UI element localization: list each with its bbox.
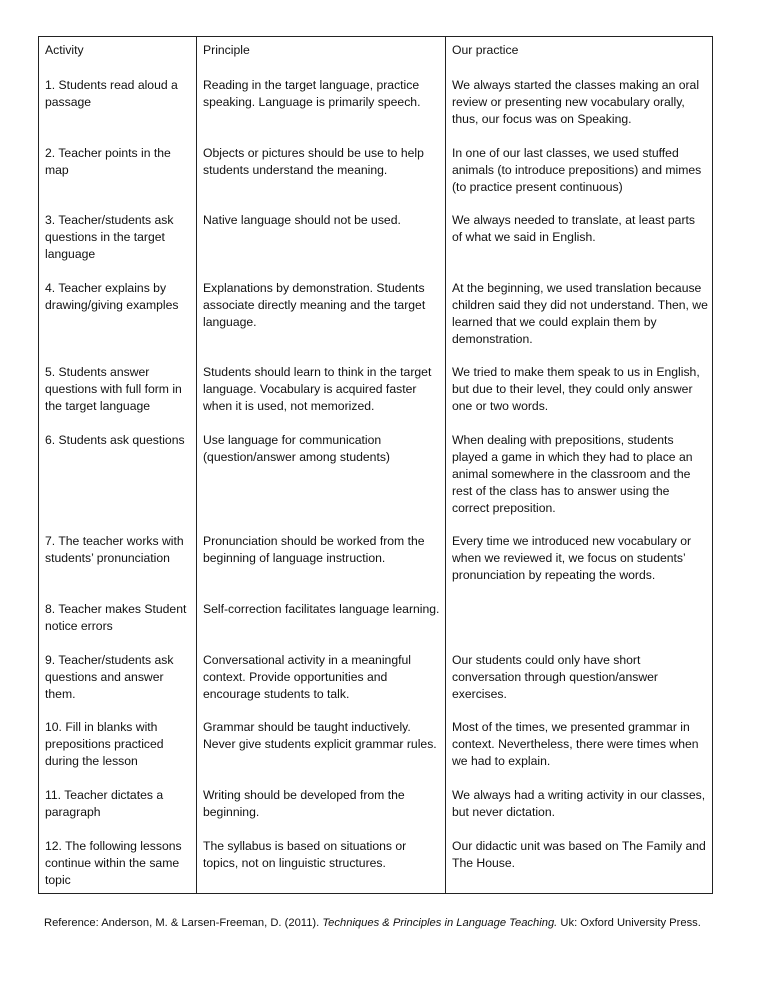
table-row — [39, 601, 713, 652]
table-row — [39, 432, 713, 533]
activity-cell: 3. Teacher/students ask questions in the target language — [39, 212, 197, 280]
principle-cell: The syllabus is based on situations or topics, not on linguistic structures. — [197, 838, 446, 894]
activity-cell: 8. Teacher makes Student notice errors — [39, 601, 197, 652]
table-row — [39, 77, 713, 145]
table-row — [39, 280, 713, 364]
activity-cell: 1. Students read aloud a passage — [39, 77, 197, 145]
table-row — [39, 719, 713, 787]
activity-cell: 7. The teacher works with students’ pronunciation — [39, 533, 197, 601]
activity-cell: 6. Students ask questions — [39, 432, 197, 533]
header-activity: Activity — [39, 37, 197, 77]
principle-cell: Use language for communication (question/answer among students) — [197, 432, 446, 533]
principle-cell: Grammar should be taught inductively. Never give students explicit grammar rules. — [197, 719, 446, 787]
activity-cell: 12. The following lessons continue within the same topic — [39, 838, 197, 894]
principle-cell: Explanations by demonstration. Students associate directly meaning and the target language. — [197, 280, 446, 364]
table-row — [39, 787, 713, 838]
reference-title: Techniques & Principles in Language Teaching. — [322, 917, 558, 929]
header-principle: Principle — [197, 37, 446, 77]
principle-cell: Pronunciation should be worked from the beginning of language instruction. — [197, 533, 446, 601]
principle-cell: Reading in the target language, practice speaking. Language is primarily speech. — [197, 77, 446, 145]
activity-cell: 10. Fill in blanks with prepositions practiced during the lesson — [39, 719, 197, 787]
practice-cell: When dealing with prepositions, students played a game in which they had to place an animal somewhere in the classroom and the rest of the class has to answer using the correct preposition. — [446, 432, 713, 533]
principle-cell: Objects or pictures should be use to help students understand the meaning. — [197, 145, 446, 212]
activity-cell: 2. Teacher points in the map — [39, 145, 197, 212]
table-row — [39, 364, 713, 432]
principle-cell: Native language should not be used. — [197, 212, 446, 280]
reference-note — [44, 917, 701, 929]
table-row — [39, 145, 713, 212]
activity-cell: 4. Teacher explains by drawing/giving examples — [39, 280, 197, 364]
practice-cell: Most of the times, we presented grammar in context. Nevertheless, there were times when we had to explain. — [446, 719, 713, 787]
principle-cell: Writing should be developed from the beginning. — [197, 787, 446, 838]
principle-cell: Self-correction facilitates language learning. — [197, 601, 446, 652]
reference-prefix: Reference: Anderson, M. & Larsen-Freeman, D. (2011). — [44, 917, 323, 929]
activity-cell: 5. Students answer questions with full form in the target language — [39, 364, 197, 432]
practice-cell: Our students could only have short conversation through question/answer exercises. — [446, 652, 713, 719]
table-row — [39, 838, 713, 894]
practice-cell: At the beginning, we used translation because children said they did not understand. Then, we learned that we could explain them by demonstration. — [446, 280, 713, 364]
activity-cell: 9. Teacher/students ask questions and answer them. — [39, 652, 197, 719]
practice-cell: We always started the classes making an oral review or presenting new vocabulary orally, thus, our focus was on Speaking. — [446, 77, 713, 145]
table-row — [39, 652, 713, 719]
header-practice: Our practice — [446, 37, 713, 77]
header-row — [39, 37, 713, 77]
practice-cell: In one of our last classes, we used stuffed animals (to introduce prepositions) and mimes (to practice present continuous) — [446, 145, 713, 212]
practice-cell: We always needed to translate, at least parts of what we said in English. — [446, 212, 713, 280]
activity-cell: 11. Teacher dictates a paragraph — [39, 787, 197, 838]
practice-cell: We always had a writing activity in our classes, but never dictation. — [446, 787, 713, 838]
practice-table — [38, 36, 713, 894]
table-row — [39, 212, 713, 280]
practice-cell: We tried to make them speak to us in English, but due to their level, they could only answer one or two words. — [446, 364, 713, 432]
reference-suffix: Uk: Oxford University Press. — [557, 917, 701, 929]
principle-cell: Conversational activity in a meaningful context. Provide opportunities and encourage students to talk. — [197, 652, 446, 719]
practice-cell: Our didactic unit was based on The Family and The House. — [446, 838, 713, 894]
practice-cell — [446, 601, 713, 652]
table-row — [39, 533, 713, 601]
practice-cell: Every time we introduced new vocabulary or when we reviewed it, we focus on students’ pronunciation by repeating the words. — [446, 533, 713, 601]
principle-cell: Students should learn to think in the target language. Vocabulary is acquired faster when it is used, not memorized. — [197, 364, 446, 432]
